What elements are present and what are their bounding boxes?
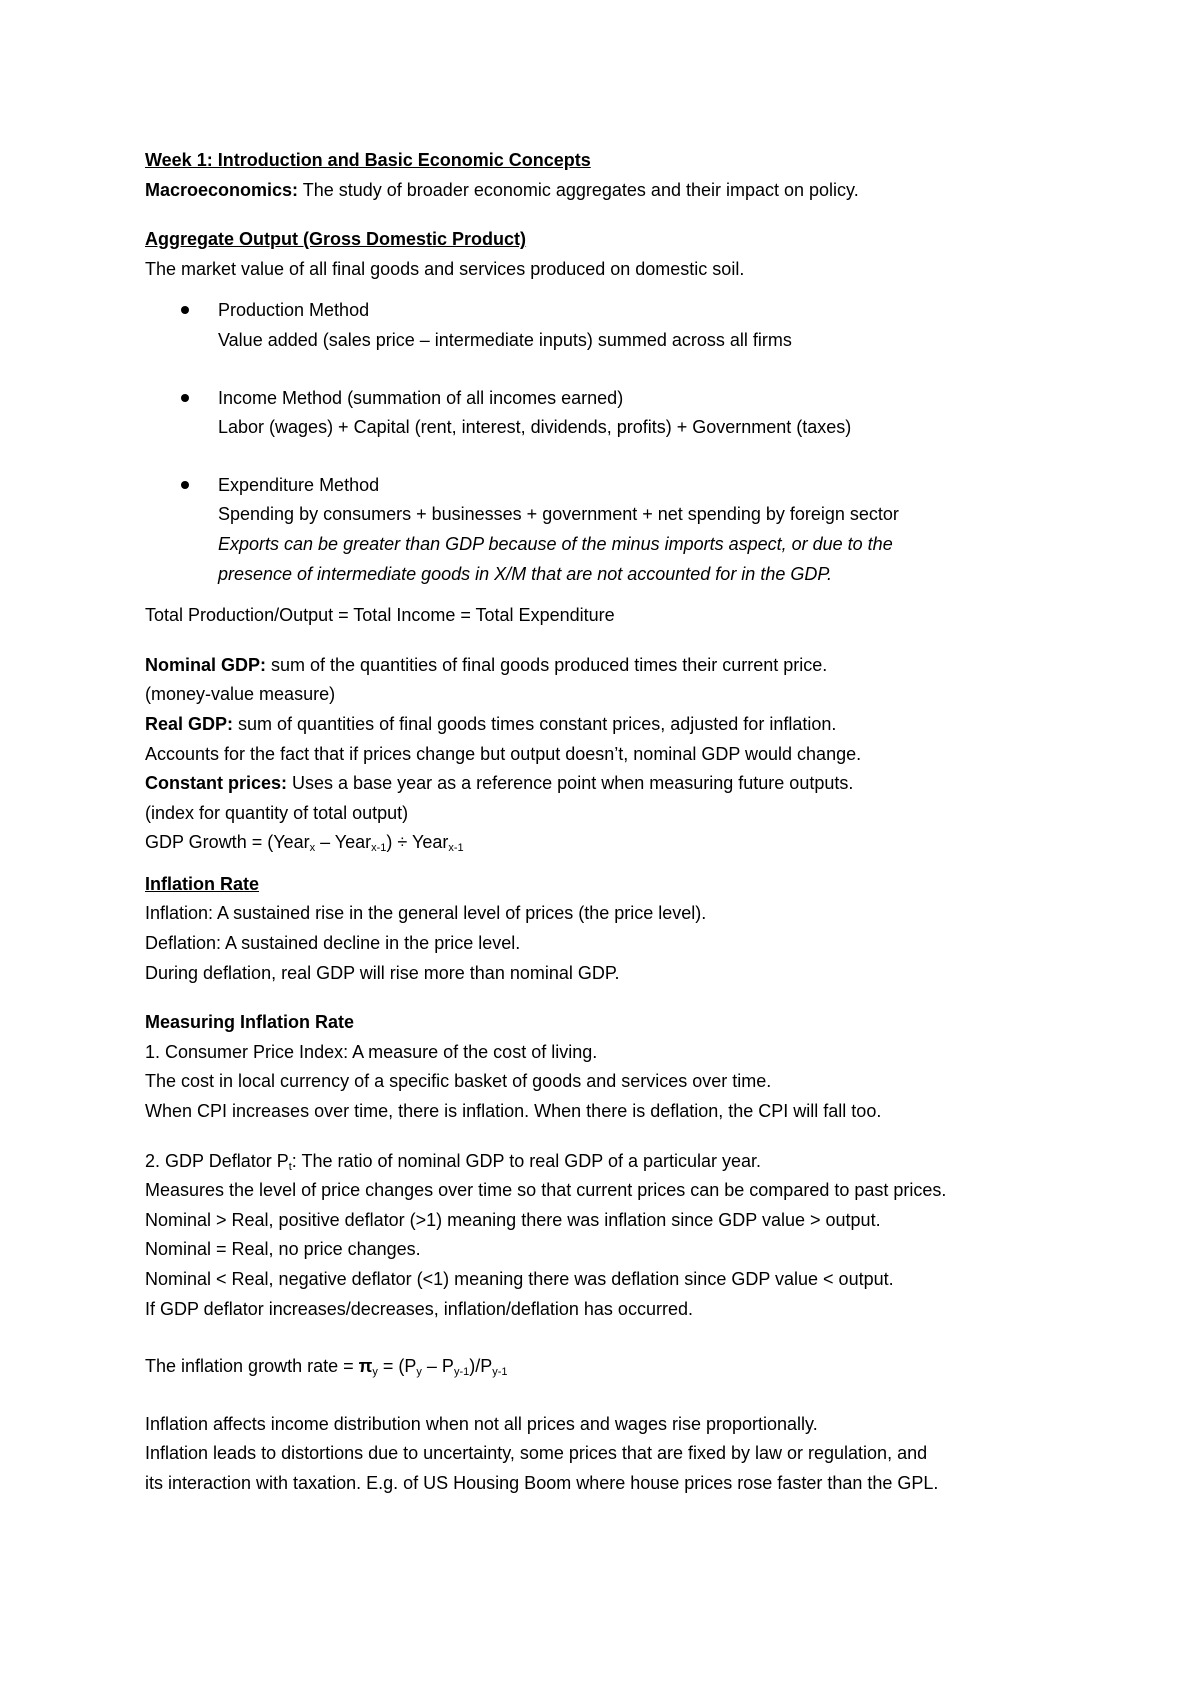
bullet-icon (181, 306, 189, 314)
formula-text: – P (421, 1356, 454, 1377)
method-income (145, 384, 1075, 443)
gdp-growth-formula (145, 828, 1075, 858)
effects-line: its interaction with taxation. E.g. of US Housing Boom where house prices rose faster than the GPL. (145, 1472, 939, 1493)
constant-def-text: Uses a base year as a reference point when measuring future outputs. (287, 773, 854, 794)
method-detail: Labor (wages) + Capital (rent, interest, dividends, profits) + Government (taxes) (218, 417, 852, 438)
deflator-text: : The ratio of nominal GDP to real GDP of a particular year. (291, 1150, 762, 1171)
method-name: Production Method (218, 300, 370, 321)
effects-line: Inflation affects income distribution when not all prices and wages rise proportionally. (145, 1413, 818, 1434)
bullet-icon (181, 394, 189, 402)
constant-term: Constant prices: (145, 773, 288, 794)
measuring-heading: Measuring Inflation Rate (145, 1012, 355, 1033)
nominal-gdp-definition (145, 651, 1075, 681)
formula-subscript: x (309, 842, 316, 855)
real-def-text: sum of quantities of final goods times constant prices, adjusted for inflation. (233, 713, 837, 734)
method-name: Expenditure Method (218, 474, 380, 495)
inflation-line: Deflation: A sustained decline in the price level. (145, 933, 521, 954)
nominal-term: Nominal GDP: (145, 654, 267, 675)
bullet-icon (181, 481, 189, 489)
formula-text: The inflation growth rate = (145, 1356, 359, 1377)
gdp-identity: Total Production/Output = Total Income = Total Expenditure (145, 605, 615, 626)
inflation-growth-formula (145, 1352, 1075, 1382)
cpi-line: When CPI increases over time, there is inflation. When there is deflation, the CPI will fall too. (145, 1101, 882, 1122)
formula-text: = (P (377, 1356, 417, 1377)
constant-prices-definition (145, 769, 1075, 799)
formula-text: )/P (469, 1356, 493, 1377)
formula-text: ) ÷ Year (386, 832, 449, 853)
formula-text: GDP Growth = (Year (145, 832, 310, 853)
macro-def-text: The study of broader economic aggregates and their impact on policy. (298, 179, 859, 200)
method-detail: Spending by consumers + businesses + government + net spending by foreign sector (218, 504, 899, 525)
formula-subscript: y (416, 1366, 422, 1379)
method-note: Exports can be greater than GDP because of the minus imports aspect, or due to the (218, 533, 893, 554)
method-name: Income Method (summation of all incomes earned) (218, 387, 624, 408)
method-detail: Value added (sales price – intermediate inputs) summed across all firms (218, 329, 792, 350)
formula-subscript: y-1 (453, 1366, 470, 1379)
deflator-line: Measures the level of price changes over time so that current prices can be compared to past prices. (145, 1180, 947, 1201)
real-term: Real GDP: (145, 713, 234, 734)
pi-symbol: π (358, 1356, 373, 1377)
macro-term: Macroeconomics: (145, 179, 299, 200)
deflator-line: If GDP deflator increases/decreases, inflation/deflation has occurred. (145, 1298, 693, 1319)
real-note: Accounts for the fact that if prices change but output doesn’t, nominal GDP would change. (145, 743, 862, 764)
deflator-text: 2. GDP Deflator P (145, 1150, 289, 1171)
document-page (145, 146, 1075, 1499)
formula-text: – Year (315, 832, 372, 853)
formula-subscript: y-1 (492, 1366, 508, 1379)
gdp-heading: Aggregate Output (Gross Domestic Product) (145, 229, 527, 250)
cpi-line: The cost in local currency of a specific basket of goods and services over time. (145, 1071, 772, 1092)
deflator-subscript: t (288, 1160, 292, 1173)
week-title: Week 1: Introduction and Basic Economic Concepts (145, 150, 591, 170)
deflator-line: Nominal = Real, no price changes. (145, 1239, 421, 1260)
formula-subscript: x-1 (371, 842, 387, 855)
deflator-line: Nominal < Real, negative deflator (<1) meaning there was deflation since GDP value < output. (145, 1269, 894, 1289)
nominal-note: (money-value measure) (145, 684, 336, 705)
inflation-heading: Inflation Rate (145, 873, 260, 894)
formula-subscript: x-1 (448, 842, 464, 855)
nominal-def-text: sum of the quantities of final goods produced times their current price. (266, 654, 828, 675)
constant-note: (index for quantity of total output) (145, 802, 409, 823)
inflation-line: Inflation: A sustained rise in the general level of prices (the price level). (145, 903, 707, 924)
formula-subscript: y (372, 1366, 378, 1379)
real-gdp-definition (145, 710, 1075, 740)
method-expenditure (145, 471, 1075, 589)
effects-line: Inflation leads to distortions due to uncertainty, some prices that are fixed by law or regulation, and (145, 1443, 928, 1464)
gdp-definition: The market value of all final goods and services produced on domestic soil. (145, 258, 745, 279)
deflator-line: Nominal > Real, positive deflator (>1) meaning there was inflation since GDP value > output. (145, 1209, 881, 1230)
method-production (145, 296, 1075, 355)
cpi-line: 1. Consumer Price Index: A measure of the cost of living. (145, 1041, 598, 1062)
inflation-line: During deflation, real GDP will rise more than nominal GDP. (145, 962, 620, 983)
deflator-heading (145, 1147, 1075, 1177)
method-note: presence of intermediate goods in X/M that are not accounted for in the GDP. (218, 563, 833, 584)
macro-definition (145, 176, 1075, 206)
